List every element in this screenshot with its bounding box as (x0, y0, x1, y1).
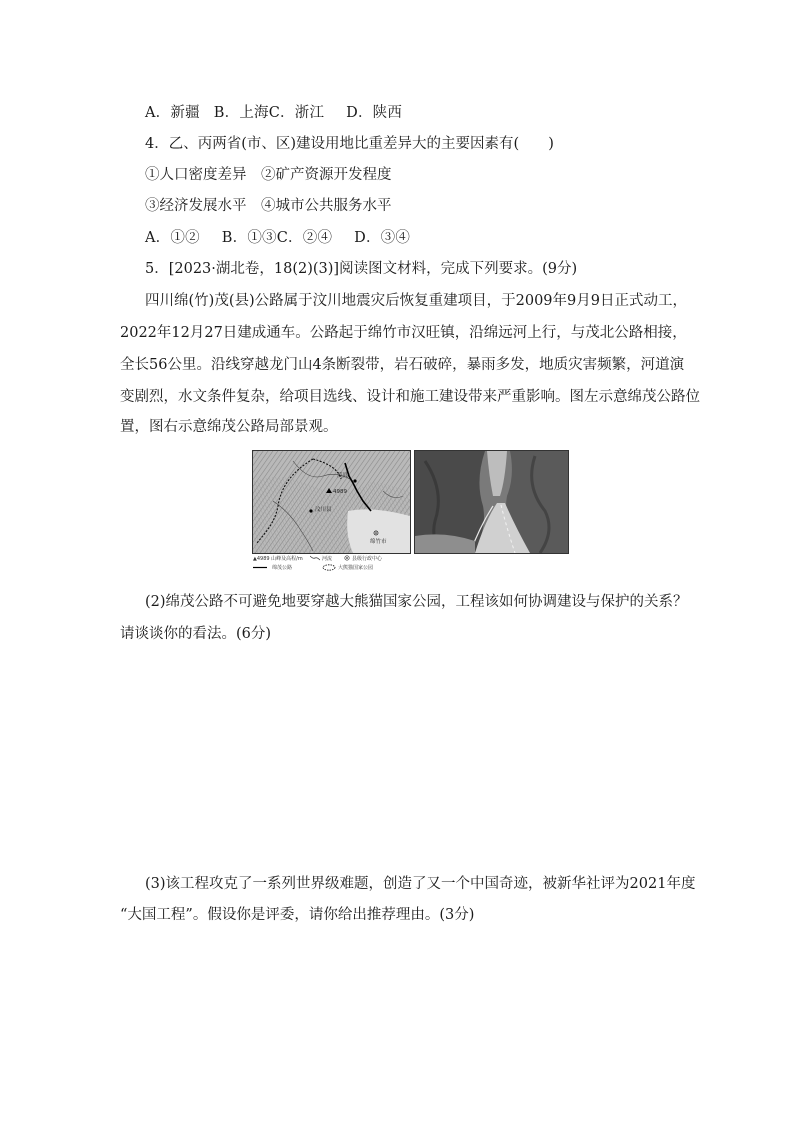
park-boundary-icon (322, 564, 336, 571)
q3-option-b: B．上海 (213, 105, 269, 121)
legend-river: 河流 (322, 556, 333, 562)
legend-peak: ▲4989 山峰及高程/m (253, 556, 303, 562)
q5-material-line-4: 变剧烈，水文条件复杂，给项目选线、设计和施工建设带来严重影响。图左示意绵茂公路位 (120, 389, 700, 405)
q4-factor-line-2: ③经济发展水平 ④城市公共服务水平 (145, 198, 392, 214)
q3-options (145, 103, 402, 123)
map-legend (252, 554, 412, 576)
q4-option-a: A．①② (145, 230, 200, 246)
q3-option-d: D．陕西 (346, 105, 403, 121)
q4-factor-line-1: ①人口密度差异 ②矿产资源开发程度 (145, 167, 392, 183)
q5-material-line-3: 全长56公里。沿线穿越龙门山4条断裂带，岩石破碎，暴雨多发，地质灾害频繁，河道演 (120, 357, 685, 373)
map-label-peak: 4989 (333, 489, 347, 495)
q4-stem: 4．乙、丙两省(市、区)建设用地比重差异大的主要因素有( ) (145, 136, 554, 152)
q3-option-c: C．浙江 (268, 105, 325, 121)
road-landscape-photo (414, 450, 569, 554)
q5-sub2-line-2: 请谈谈你的看法。(6分) (120, 626, 272, 642)
q4-options (145, 228, 410, 248)
map-label-county2: 汶川县 (315, 507, 332, 513)
map-label-city: 绵竹市 (370, 539, 387, 545)
q3-option-a: A．新疆 (145, 105, 200, 121)
q5-figure (252, 450, 568, 576)
q5-material-line-1: 四川绵(竹)茂(县)公路属于汶川地震灾后恢复重建项目，于2009年9月9日正式动工， (145, 293, 687, 309)
q5-material-line-5: 置，图右示意绵茂公路局部景观。 (120, 419, 338, 435)
q4-option-b: B．①③ (221, 230, 277, 246)
road-line-icon (253, 565, 267, 570)
location-map (252, 450, 411, 554)
q5-sub3-line-2: “大国工程”。假设你是评委，请你给出推荐理由。(3分) (120, 907, 475, 923)
legend-park: 大熊猫国家公园 (338, 565, 374, 571)
q5-material-line-2: 2022年12月27日建成通车。公路起于绵竹市汉旺镇，沿绵远河上行，与茂北公路相接， (120, 325, 687, 341)
county-center-icon (344, 555, 350, 561)
q5-sub2-line-1: (2)绵茂公路不可避免地要穿越大熊猫国家公园，工程该如何协调建设与保护的关系？ (145, 594, 688, 610)
legend-road: 绵茂公路 (272, 565, 293, 571)
road-photo-graphic (415, 451, 568, 553)
q4-option-d: D．③④ (354, 230, 411, 246)
river-icon (310, 555, 320, 561)
legend-county-center: 县级行政中心 (352, 556, 383, 562)
q5-header: 5．[2023·湖北卷，18(2)(3)]阅读图文材料，完成下列要求。(9分) (145, 261, 578, 277)
q4-option-c: C．②④ (276, 230, 333, 246)
map-label-county1: 茂县 (337, 473, 349, 479)
q5-sub3-line-1: (3)该工程攻克了一系列世界级难题，创造了又一个中国奇迹，被新华社评为2021年度 (145, 876, 696, 892)
